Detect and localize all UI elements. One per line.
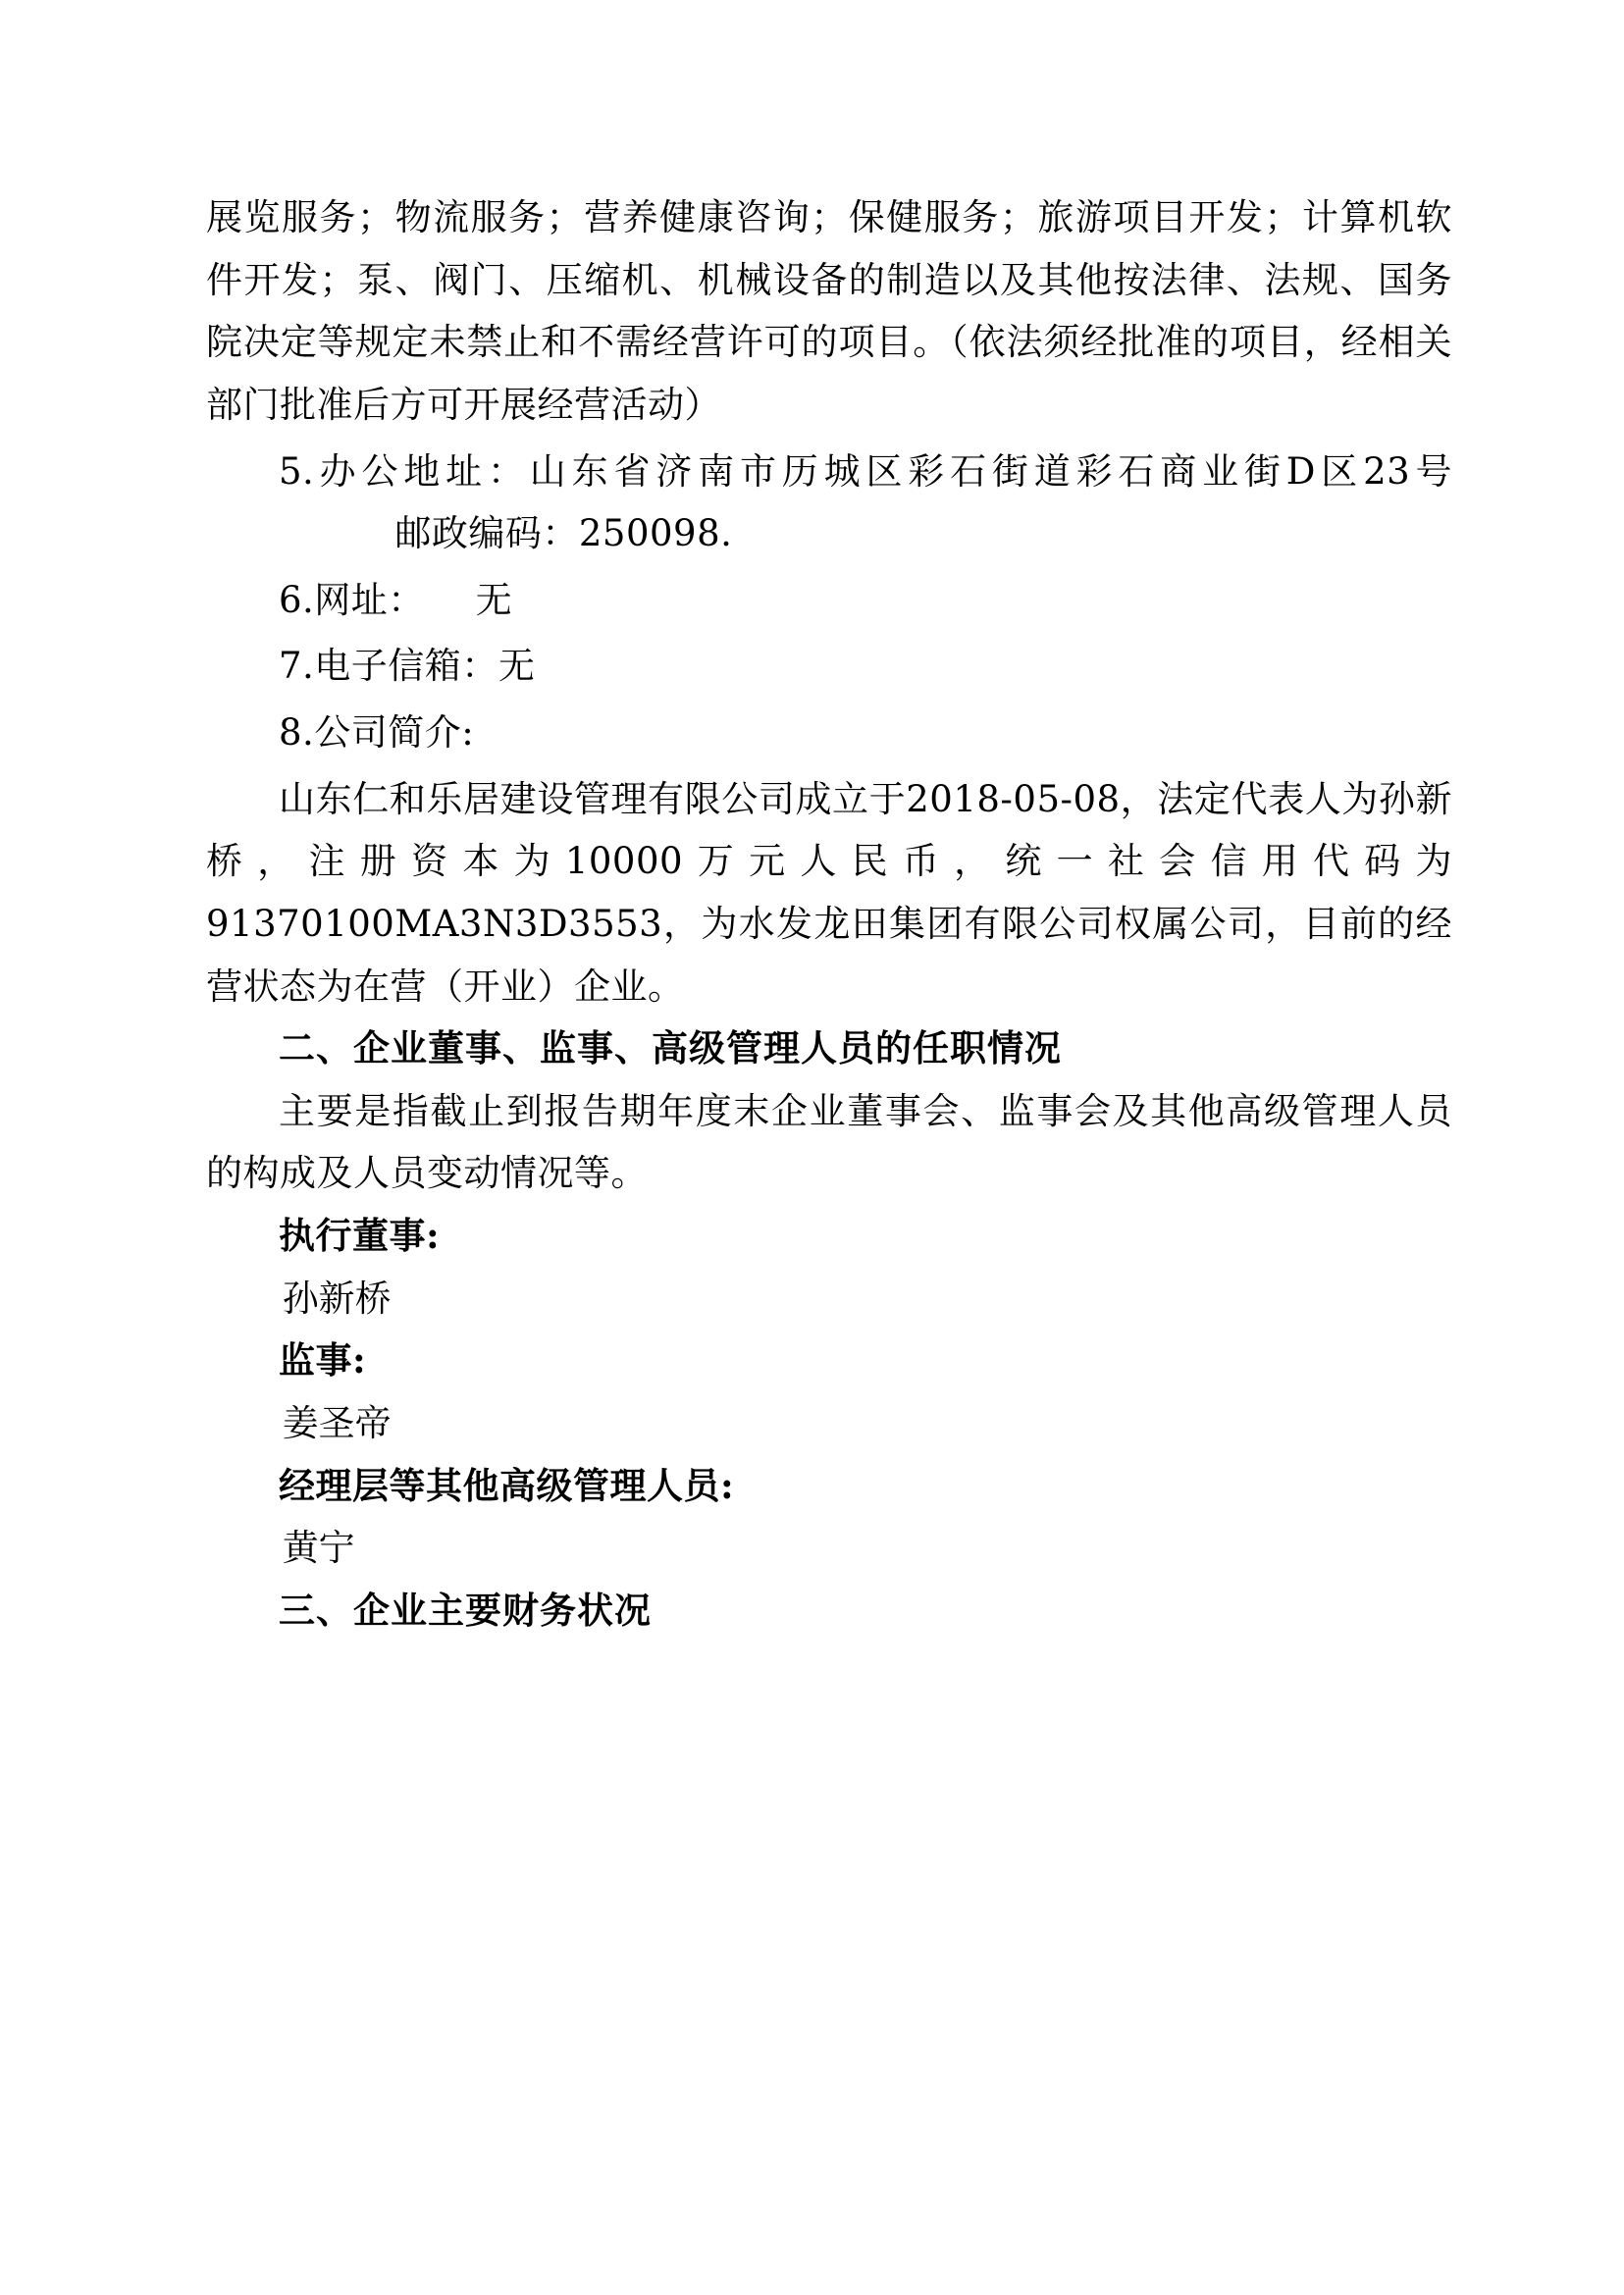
item-email-value: 无 [498, 645, 536, 688]
group-title-senior-management: 经理层等其他高级管理人员: [279, 1463, 735, 1507]
item-office-address-label: 5.办公地址： [279, 449, 530, 493]
item-company-profile-label: 8.公司简介: [279, 711, 475, 754]
item-website [206, 569, 1452, 632]
item-website-value: 无 [475, 578, 513, 621]
postal-code-label: 邮政编码： [394, 512, 579, 555]
section-two-intro: 主要是指截止到报告期年度末企业董事会、监事会及其他高级管理人员的构成及人员变动情况等。 [206, 1089, 1452, 1195]
paragraph-business-scope: 展览服务；物流服务；营养健康咨询；保健服务；旅游项目开发；计算机软件开发；泵、阀门、压缩机、机械设备的制造以及其他按法律、法规、国务院决定等规定未禁止和不需经营许可的项目。（依法须经批准的项目，经相关部门批准后方可开展经营活动） [206, 196, 1452, 426]
item-website-label: 6.网址： [279, 578, 425, 621]
member-name: 孙新桥 [282, 1277, 392, 1320]
group-title-supervisor: 监事: [279, 1338, 367, 1382]
member-name: 黄宁 [282, 1527, 355, 1570]
section-three-heading: 三、企业主要财务状况 [279, 1588, 652, 1632]
item-email [206, 635, 1452, 698]
postal-code-value: 250098. [578, 512, 733, 555]
group-title-executive-director: 执行董事: [279, 1214, 441, 1257]
item-email-label: 7.电子信箱： [279, 645, 498, 688]
paragraph-company-profile: 山东仁和乐居建设管理有限公司成立于2018-05-08，法定代表人为孙新桥，注册资本为10000万元人民币，统一社会信用代码为91370100MA3N3D3553，为水发龙田集团有限公司权属公司，目前的经营状态为在营（开业）企业。 [206, 777, 1452, 1008]
member-name: 姜圣帝 [282, 1401, 392, 1444]
item-office-address [206, 441, 1452, 565]
item-office-address-value: 山东省济南市历城区彩石街道彩石商业街D区23号 [529, 449, 1452, 493]
section-two-heading: 二、企业董事、监事、高级管理人员的任职情况 [279, 1026, 1062, 1070]
